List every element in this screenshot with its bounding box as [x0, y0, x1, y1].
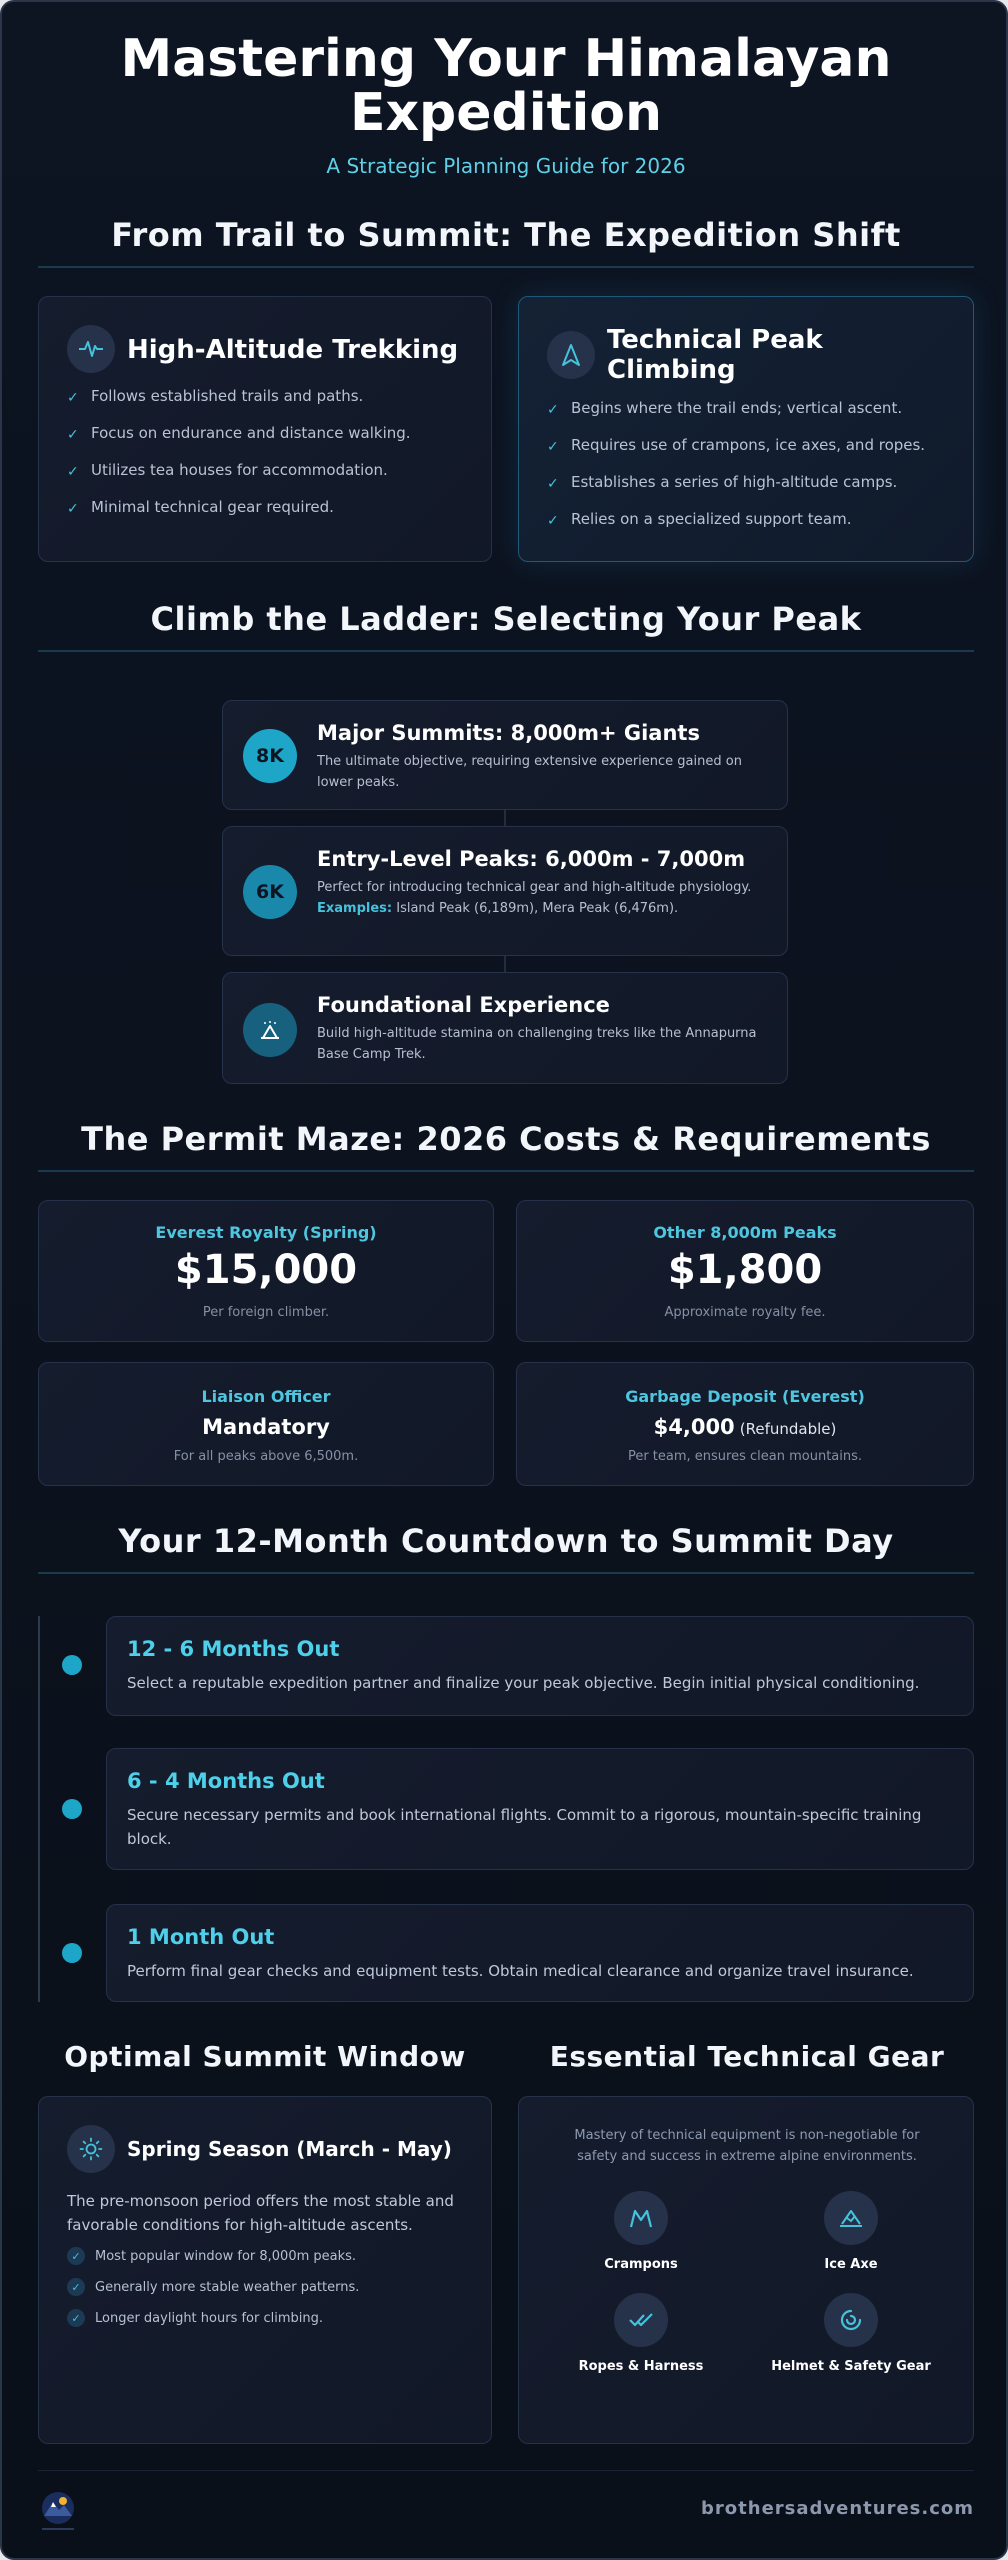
step-text: Perform final gear checks and equipment tests. Obtain medical clearance and organize travel insurance.: [127, 1962, 914, 1980]
tier-title: Foundational Experience: [317, 993, 610, 1017]
check-icon: ✓: [67, 427, 79, 443]
step-text: Select a reputable expedition partner and finalize your peak objective. Begin initial physical conditioning.: [127, 1674, 920, 1692]
trekking-card: [38, 296, 492, 562]
list-item: ✓ Relies on a specialized support team.: [547, 510, 852, 529]
ladder-tier-8k: [222, 700, 788, 810]
permit-card-everest: [38, 1200, 494, 1342]
window-card-title: Spring Season (March - May): [127, 2137, 452, 2161]
page-subtitle: A Strategic Planning Guide for 2026: [326, 154, 686, 178]
step-title: 6 - 4 Months Out: [127, 1769, 325, 1793]
permit-value: Mandatory: [202, 1415, 330, 1439]
check-icon: ✓: [67, 501, 79, 517]
permit-note: Per team, ensures clean mountains.: [627, 1449, 863, 1464]
sun-icon: [67, 2125, 115, 2173]
step-title: 1 Month Out: [127, 1925, 275, 1949]
permit-card-other: [516, 1200, 974, 1342]
window-points: [67, 2247, 467, 2327]
check-icon: ✓: [547, 513, 559, 529]
gear-intro: Mastery of technical equipment is non-negotiable for safety and success in extreme alpine environments.: [574, 2128, 920, 2164]
permit-label: Garbage Deposit (Everest): [625, 1387, 865, 1406]
gear-item: Crampons: [551, 2191, 731, 2272]
permit-label: Liaison Officer: [201, 1387, 331, 1406]
gear-item: Helmet & Safety Gear: [761, 2293, 941, 2374]
permit-note: For all peaks above 6,500m.: [173, 1449, 359, 1464]
helmet-icon: [824, 2293, 878, 2347]
tier-description: Perfect for introducing technical gear and high-altitude physiology. Examples: Island Peak (6,189m), Mera Peak (6,476m).: [317, 880, 752, 916]
timeline-step: [106, 1616, 974, 1716]
tier-badge: 8K: [243, 729, 297, 783]
timeline-dot: [62, 1799, 82, 1819]
section-divider: [38, 266, 974, 268]
heartbeat-icon: [67, 325, 115, 373]
section-title-gear: Essential Technical Gear: [549, 2040, 945, 2073]
section-title-window: Optimal Summit Window: [64, 2040, 466, 2073]
list-item: ✓ Focus on endurance and distance walking.: [67, 424, 411, 443]
trekking-points: [67, 387, 477, 535]
list-item: ✓ Requires use of crampons, ice axes, and ropes.: [547, 436, 926, 455]
gear-item: Ice Axe: [761, 2191, 941, 2272]
list-item: ✓ Most popular window for 8,000m peaks.: [67, 2247, 467, 2265]
list-item: ✓ Generally more stable weather patterns.: [67, 2278, 467, 2296]
climbing-points: [547, 399, 957, 547]
section-title-countdown: Your 12-Month Countdown to Summit Day: [118, 1522, 894, 1560]
check-icon: ✓: [67, 464, 79, 480]
permit-label: Other 8,000m Peaks: [653, 1223, 837, 1242]
permit-value: $4,000: [653, 1415, 735, 1439]
summit-window-card: [38, 2096, 492, 2444]
check-icon: ✓: [67, 390, 79, 406]
list-item: ✓ Minimal technical gear required.: [67, 498, 334, 517]
footer-website-link[interactable]: brothersadventures.com: [701, 2498, 974, 2519]
permit-card-garbage: [516, 1362, 974, 1486]
ladder-tier-foundation: [222, 972, 788, 1084]
rope-icon: [614, 2293, 668, 2347]
list-item: ✓ Establishes a series of high-altitude camps.: [547, 473, 898, 492]
list-item: ✓ Follows established trails and paths.: [67, 387, 364, 406]
tier-description: Build high-altitude stamina on challenging treks like the Annapurna Base Camp Trek.: [317, 1026, 757, 1062]
permit-card-liaison: [38, 1362, 494, 1486]
tent-icon: [243, 1003, 297, 1057]
crampons-icon: [614, 2191, 668, 2245]
permit-label: Everest Royalty (Spring): [155, 1223, 377, 1242]
timeline-dot: [62, 1655, 82, 1675]
check-icon: ✓: [67, 2278, 85, 2296]
section-divider: [38, 1170, 974, 1172]
title-line-1: Mastering Your Himalayan: [120, 29, 892, 89]
timeline-step: [106, 1904, 974, 2002]
examples-text: Island Peak (6,189m), Mera Peak (6,476m).: [396, 901, 679, 916]
step-text: Secure necessary permits and book international flights. Commit to a rigorous, mountain-specific training block.: [127, 1806, 922, 1848]
tier-badge: 6K: [243, 865, 297, 919]
permit-note: Approximate royalty fee.: [664, 1305, 826, 1320]
permit-note: Per foreign climber.: [202, 1305, 330, 1320]
list-item: ✓ Longer daylight hours for climbing.: [67, 2309, 467, 2327]
timeline-step: [106, 1748, 974, 1870]
window-intro: The pre-monsoon period offers the most stable and favorable conditions for high-altitude ascents.: [67, 2192, 454, 2234]
check-icon: ✓: [547, 476, 559, 492]
step-title: 12 - 6 Months Out: [127, 1637, 340, 1661]
ice-axe-icon: [824, 2191, 878, 2245]
timeline-dot: [62, 1943, 82, 1963]
examples-label: Examples:: [317, 901, 393, 916]
title-line-2: Expedition: [349, 83, 663, 143]
check-icon: ✓: [67, 2247, 85, 2265]
permit-value-row: [517, 1415, 973, 1439]
permit-value-suffix: (Refundable): [739, 1420, 837, 1438]
check-icon: ✓: [547, 402, 559, 418]
climbing-card: [518, 296, 974, 562]
tier-title: Entry-Level Peaks: 6,000m - 7,000m: [317, 847, 746, 871]
footer-divider: [38, 2470, 974, 2471]
section-title-permits: The Permit Maze: 2026 Costs & Requirements: [81, 1120, 931, 1158]
section-divider: [38, 1572, 974, 1574]
check-icon: ✓: [67, 2309, 85, 2327]
section-divider: [38, 650, 974, 652]
page-title: [2, 29, 1008, 143]
list-item: ✓ Utilizes tea houses for accommodation.: [67, 461, 388, 480]
gear-item: Ropes & Harness: [551, 2293, 731, 2374]
navigation-arrow-icon: [547, 331, 595, 379]
tier-title: Major Summits: 8,000m+ Giants: [317, 721, 700, 745]
check-icon: ✓: [547, 439, 559, 455]
climbing-title: Technical Peak Climbing: [607, 325, 823, 385]
section-title-ladder: Climb the Ladder: Selecting Your Peak: [150, 600, 862, 638]
mountain-logo-icon: [38, 2490, 78, 2530]
trekking-title: High-Altitude Trekking: [127, 335, 459, 365]
permit-value: $1,800: [667, 1247, 823, 1293]
tier-description: The ultimate objective, requiring extensive experience gained on lower peaks.: [317, 754, 742, 790]
gear-card: [518, 2096, 974, 2444]
timeline-line: [38, 1616, 40, 2002]
list-item: ✓ Begins where the trail ends; vertical ascent.: [547, 399, 903, 418]
permit-value: $15,000: [174, 1247, 358, 1293]
ladder-tier-6k: [222, 826, 788, 956]
section-title-shift: From Trail to Summit: The Expedition Shift: [111, 216, 901, 254]
